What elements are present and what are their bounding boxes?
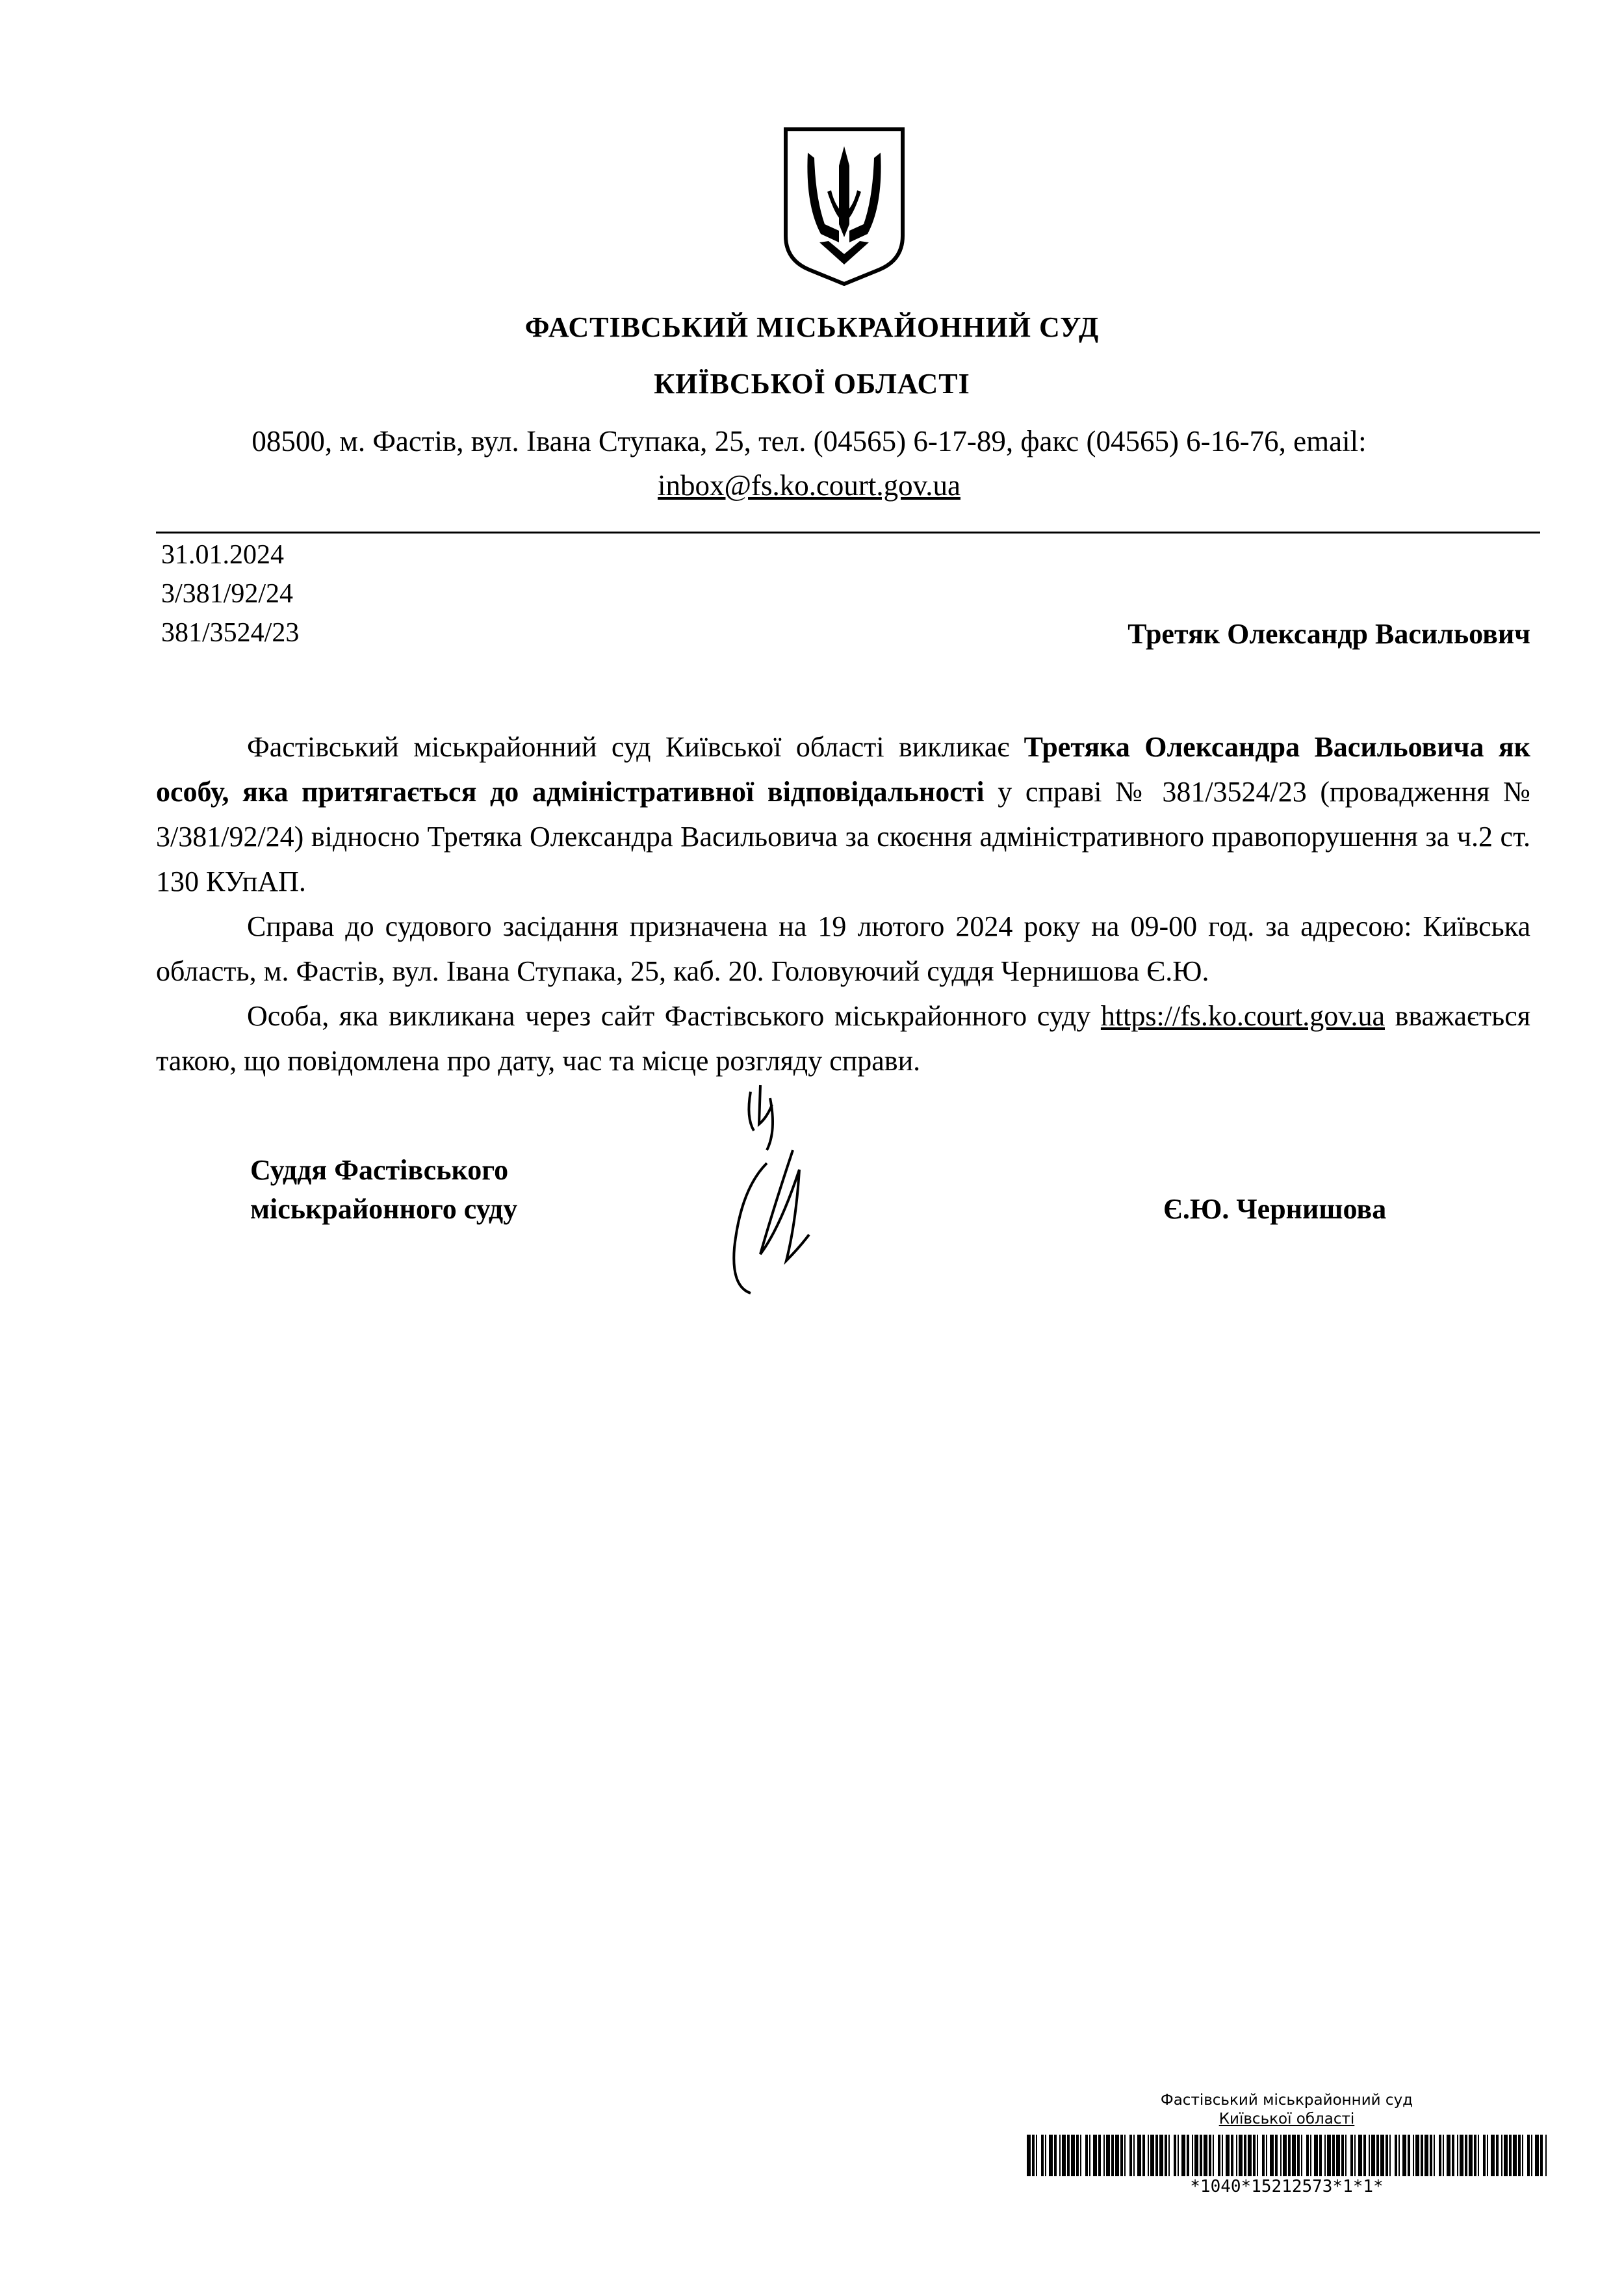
paragraph-summons: Фастівський міськрайонний суд Київської області викликає Третяка Олександра Васильовича як особу, яка притягається до адміністративної відповідальності у справі № 381/3524/23 (провадження № 3/381/92/24) відносно Третяка Олександра Васильовича за скоєння адміністративного правопорушення за ч.2 ст. 130 КУпАП. bbox=[156, 731, 1530, 897]
signature-title-line2: міськрайонного суду bbox=[250, 1193, 518, 1225]
paragraph-notice: Особа, яка викликана через сайт Фастівського міськрайонного суду https://fs.ko.court.gov.ua вважається такою, що повідомлена про дату, час та місце розгляду справи. bbox=[156, 1000, 1530, 1077]
court-address: 08500, м. Фастів, вул. Івана Ступака, 25, тел. (04565) 6-17-89, факс (04565) 6-16-76, email: bbox=[251, 425, 1367, 457]
stamp-court-name: Фастівський міськрайонний суд bbox=[1160, 2092, 1413, 2109]
document-date: 31.01.2024 bbox=[161, 540, 284, 570]
court-email-link[interactable]: inbox@fs.ko.court.gov.ua bbox=[658, 469, 960, 502]
court-name: ФАСТІВСЬКИЙ МІСЬКРАЙОННИЙ СУД bbox=[524, 311, 1100, 343]
proceeding-number: 3/381/92/24 bbox=[161, 579, 294, 609]
handwritten-signature bbox=[715, 1079, 832, 1313]
summoned-person: Третяка Олександра Васильовича як особу, яка притягається до адміністративної відповідальності bbox=[156, 731, 1530, 808]
coat-of-arms-icon bbox=[782, 127, 907, 286]
recipient-name: Третяк Олександр Васильович bbox=[1128, 618, 1530, 650]
court-contacts bbox=[156, 419, 1462, 508]
barcode-number: *1040*15212573*1*1* bbox=[1190, 2177, 1384, 2196]
court-stamp bbox=[1027, 2091, 1547, 2129]
court-website-link[interactable]: https://fs.ko.court.gov.ua bbox=[1100, 1000, 1385, 1032]
case-number: 381/3524/23 bbox=[161, 618, 300, 648]
paragraph-hearing: Справа до судового засідання призначена на 19 лютого 2024 року на 09-00 год. за адресою: Київська область, м. Фастів, вул. Івана Ступака, 25, каб. 20. Головуючий суддя Чернишова Є.Ю. bbox=[156, 910, 1530, 987]
signature-title-line1: Суддя Фастівського bbox=[250, 1154, 509, 1186]
judge-name: Є.Ю. Чернишова bbox=[1163, 1193, 1387, 1225]
header-divider bbox=[156, 532, 1540, 533]
barcode bbox=[1027, 2135, 1547, 2176]
document-body bbox=[156, 725, 1530, 1083]
stamp-region: Київської області bbox=[1218, 2111, 1355, 2127]
court-region: КИЇВСЬКОЇ ОБЛАСТІ bbox=[654, 368, 970, 400]
